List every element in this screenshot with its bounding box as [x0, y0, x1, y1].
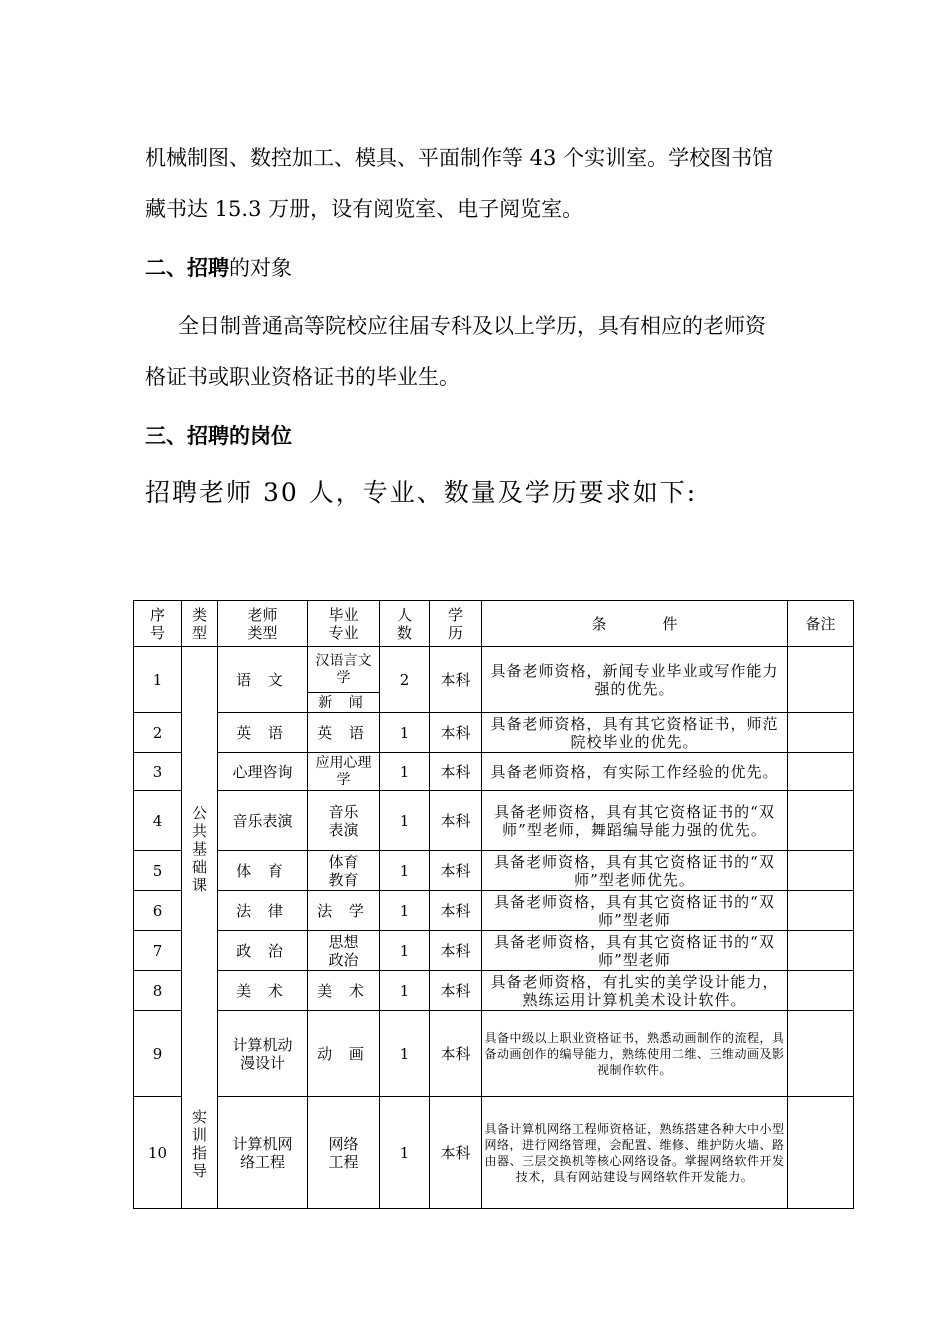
cell-remark — [788, 1097, 854, 1209]
cell-remark — [788, 753, 854, 791]
cell-edu: 本科 — [430, 971, 482, 1011]
cell-seq: 2 — [134, 713, 182, 753]
cell-condition: 具备中级以上职业资格证书，熟悉动画制作的流程，具备动画创作的编导能力，熟练使用二维、三维动画及影视制作软件。 — [482, 1011, 788, 1097]
heading-rest-part: 的对象 — [229, 256, 292, 280]
paragraph-line: 格证书或职业资格证书的毕业生。 — [145, 365, 460, 389]
cell-condition: 具备老师资格，具有其它资格证书的“双师”型老师 — [482, 891, 788, 931]
cell-teacher: 法 律 — [218, 891, 308, 931]
table-row — [134, 891, 854, 931]
table-header-row — [134, 601, 854, 647]
cell-condition: 具备计算机网络工程师资格证，熟练搭建各种大中小型网络，进行网络管理，会配置、维修、维护防火墙、路由器、三层交换机等核心网络设备。掌握网络软件开发技术，具有网站建设与网络软件开发能力。 — [482, 1097, 788, 1209]
cell-seq: 1 — [134, 647, 182, 713]
cell-seq: 7 — [134, 931, 182, 971]
cell-teacher: 英 语 — [218, 713, 308, 753]
cell-count: 1 — [380, 791, 430, 851]
cell-teacher: 政 治 — [218, 931, 308, 971]
header-count: 人数 — [380, 601, 430, 647]
cell-seq: 9 — [134, 1011, 182, 1097]
table-row — [134, 851, 854, 891]
table-row — [134, 791, 854, 851]
header-edu: 学历 — [430, 601, 482, 647]
cell-remark — [788, 851, 854, 891]
table-row — [134, 753, 854, 791]
header-type: 类型 — [182, 601, 218, 647]
table-row — [134, 713, 854, 753]
cell-major: 网络工程 — [308, 1097, 380, 1209]
table-row — [134, 931, 854, 971]
cell-group-public: 公共基础课 — [182, 647, 218, 1011]
cell-count: 1 — [380, 753, 430, 791]
table-row — [134, 971, 854, 1011]
header-remark: 备注 — [788, 601, 854, 647]
cell-edu: 本科 — [430, 1097, 482, 1209]
paragraph-line: 藏书达 15.3 万册，设有阅览室、电子阅览室。 — [145, 197, 584, 221]
cell-teacher: 音乐表演 — [218, 791, 308, 851]
header-teacher-type: 老师类型 — [218, 601, 308, 647]
cell-major: 动 画 — [308, 1011, 380, 1097]
cell-remark — [788, 931, 854, 971]
header-major: 毕业专业 — [308, 601, 380, 647]
cell-seq: 10 — [134, 1097, 182, 1209]
cell-edu: 本科 — [430, 647, 482, 713]
cell-condition: 具备老师资格，有扎实的美学设计能力，熟练运用计算机美术设计软件。 — [482, 971, 788, 1011]
cell-major: 美 术 — [308, 971, 380, 1011]
cell-count: 1 — [380, 931, 430, 971]
cell-edu: 本科 — [430, 713, 482, 753]
cell-count: 1 — [380, 971, 430, 1011]
positions-table — [133, 600, 854, 1209]
cell-seq: 4 — [134, 791, 182, 851]
cell-seq: 8 — [134, 971, 182, 1011]
heading-text: 三、招聘的岗位 — [145, 423, 292, 448]
paragraph-line: 全日制普通高等院校应往届专科及以上学历，具有相应的老师资 — [178, 314, 766, 338]
table-row — [134, 1011, 854, 1097]
cell-seq: 3 — [134, 753, 182, 791]
cell-group-practice: 实训指导 — [182, 1011, 218, 1209]
cell-remark — [788, 791, 854, 851]
cell-teacher: 语 文 — [218, 647, 308, 713]
cell-major-2: 新 闻 — [308, 693, 380, 713]
cell-condition: 具备老师资格，有实际工作经验的优先。 — [482, 753, 788, 791]
cell-condition: 具备老师资格，具有其它资格证书的“双师”型老师优先。 — [482, 851, 788, 891]
cell-edu: 本科 — [430, 931, 482, 971]
cell-remark — [788, 647, 854, 713]
cell-teacher: 心理咨询 — [218, 753, 308, 791]
table-row — [134, 1097, 854, 1209]
cell-remark — [788, 1011, 854, 1097]
table-row — [134, 647, 854, 693]
cell-major: 思想政治 — [308, 931, 380, 971]
cell-remark — [788, 971, 854, 1011]
cell-major: 体育教育 — [308, 851, 380, 891]
cell-teacher: 计算机网络工程 — [218, 1097, 308, 1209]
cell-seq: 6 — [134, 891, 182, 931]
cell-condition: 具备老师资格，新闻专业毕业或写作能力强的优先。 — [482, 647, 788, 713]
cell-teacher: 体 育 — [218, 851, 308, 891]
cell-count: 2 — [380, 647, 430, 713]
cell-remark — [788, 891, 854, 931]
cell-condition: 具备老师资格，具有其它资格证书的“双师”型老师 — [482, 931, 788, 971]
section-heading-target — [145, 253, 292, 283]
cell-edu: 本科 — [430, 791, 482, 851]
cell-condition: 具备老师资格，具有其它资格证书，师范院校毕业的优先。 — [482, 713, 788, 753]
section-heading-positions — [145, 421, 292, 451]
recruit-intro: 招聘老师 30 人，专业、数量及学历要求如下: — [145, 478, 698, 507]
cell-count: 1 — [380, 713, 430, 753]
cell-teacher: 美 术 — [218, 971, 308, 1011]
cell-count: 1 — [380, 851, 430, 891]
cell-major: 汉语言文学 — [308, 647, 380, 693]
cell-edu: 本科 — [430, 891, 482, 931]
cell-teacher: 计算机动漫设计 — [218, 1011, 308, 1097]
cell-count: 1 — [380, 1011, 430, 1097]
header-condition: 条 件 — [482, 601, 788, 647]
heading-bold-part: 二、招聘 — [145, 255, 229, 280]
cell-count: 1 — [380, 891, 430, 931]
cell-major: 应用心理学 — [308, 753, 380, 791]
cell-edu: 本科 — [430, 1011, 482, 1097]
cell-condition: 具备老师资格，具有其它资格证书的“双师”型老师，舞蹈编导能力强的优先。 — [482, 791, 788, 851]
cell-major: 英 语 — [308, 713, 380, 753]
cell-remark — [788, 713, 854, 753]
paragraph-line: 机械制图、数控加工、模具、平面制作等 43 个实训室。学校图书馆 — [145, 146, 774, 170]
header-seq: 序号 — [134, 601, 182, 647]
cell-edu: 本科 — [430, 851, 482, 891]
cell-count: 1 — [380, 1097, 430, 1209]
cell-edu: 本科 — [430, 753, 482, 791]
cell-major: 音乐表演 — [308, 791, 380, 851]
cell-seq: 5 — [134, 851, 182, 891]
cell-major: 法 学 — [308, 891, 380, 931]
